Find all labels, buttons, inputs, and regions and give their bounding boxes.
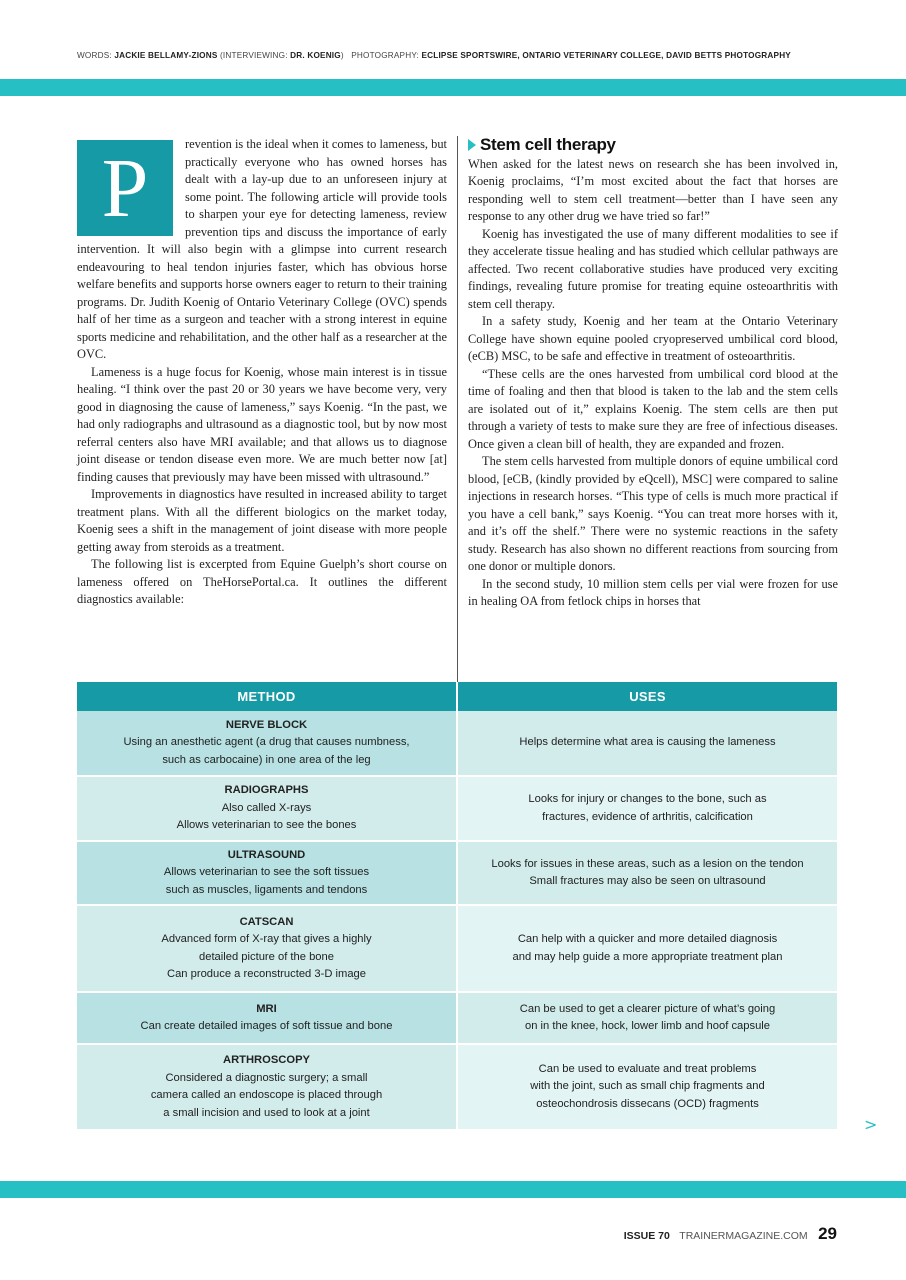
paragraph: The stem cells harvested from multiple donors of equine umbilical cord blood, [eCB, (kindly provided by eQcell), MSC] were compared to saline injections in research horses. “This type of cells is much more practical if you have a cell bank,” says Koenig. “You can treat more horses with it, and it’s off the shelf.” There were no systemic reactions in the safety study. Research has also shown no different reactions from sourcing from one donor or multiple donors. bbox=[468, 454, 838, 573]
issue-number: ISSUE 70 bbox=[623, 1230, 670, 1242]
column-divider bbox=[457, 136, 458, 682]
paragraph: “These cells are the ones harvested from umbilical cord blood at the time of foaling and then that blood is taken to the lab and the stem cells are isolated out of it,” explains Koenig. The stem cells are then put through a variety of tests to make sure they are free of infectious diseases. Once given a clean bill of health, they are expanded and frozen. bbox=[468, 366, 838, 451]
method-description: Considered a diagnostic surgery; a small bbox=[165, 1071, 368, 1084]
uses-description: Looks for injury or changes to the bone, such as bbox=[528, 793, 767, 805]
page-number: 29 bbox=[818, 1224, 837, 1243]
page-footer bbox=[624, 1224, 837, 1244]
method-description: Allows veterinarian to see the soft tissues bbox=[163, 866, 370, 879]
uses-column-header: USES bbox=[457, 682, 837, 711]
paragraph: In a safety study, Koenig and her team at the Ontario Veterinary College have shown equine pooled cryopreserved umbilical cord blood, (eCB) MSC, to be safe and effective in treatment of osteoarthritis. bbox=[468, 314, 838, 363]
method-description: detailed picture of the bone bbox=[199, 950, 334, 963]
diagnostics-table bbox=[77, 682, 837, 1131]
section-heading bbox=[468, 136, 838, 154]
uses-description: Looks for issues in these areas, such as a lesion on the tendon bbox=[491, 857, 804, 870]
method-cell bbox=[77, 711, 457, 776]
bottom-accent-band bbox=[0, 1181, 906, 1198]
table-row bbox=[77, 841, 837, 905]
uses-description: fractures, evidence of arthritis, calcification bbox=[542, 810, 753, 823]
method-name: MRI bbox=[256, 1002, 277, 1015]
method-description: camera called an endoscope is placed through bbox=[150, 1089, 383, 1101]
method-description: a small incision and used to look at a joint bbox=[163, 1106, 370, 1119]
method-description: Allows veterinarian to see the bones bbox=[176, 819, 357, 832]
method-description: Also called X-rays bbox=[221, 801, 312, 814]
uses-cell bbox=[457, 841, 837, 905]
paragraph: In the second study, 10 million stem cells per vial were frozen for use in healing OA from fetlock chips in horses that bbox=[468, 576, 838, 608]
paragraph: Lameness is a huge focus for Koenig, whose main interest is in tissue healing. “I think over the past 20 or 30 years we have become very, very good in diagnosing the cause of lameness,” says Koenig. “In the past, we had only radiographs and ultrasound as a diagnostic tool, but by now most referral centers also have MRI available; and that allows us to diagnose joint disease or tendon disease even more. We are much better now [at] finding causes that previously may have been missed with ultrasound.” bbox=[77, 364, 447, 484]
table-row bbox=[77, 776, 837, 841]
continue-arrow-icon: > bbox=[864, 1115, 878, 1134]
method-cell bbox=[77, 905, 457, 992]
table-row bbox=[77, 905, 837, 992]
method-name: RADIOGRAPHS bbox=[224, 784, 309, 797]
table-row bbox=[77, 711, 837, 776]
method-description: such as carbocaine) in one area of the leg bbox=[162, 753, 371, 766]
uses-description: Can help with a quicker and more detailed diagnosis bbox=[517, 933, 778, 945]
uses-description: on in the knee, hock, lower limb and hoof capsule bbox=[524, 1020, 771, 1032]
uses-cell bbox=[457, 1044, 837, 1130]
paragraph: revention is the ideal when it comes to lameness, but practically everyone who has owned horses has dealt with a lay-up due to an unforeseen injury at some point. The following article will provide tools to sharpen your eye for detecting lameness, review prevention tips and discuss the importance of early intervention. It will also begin with a glimpse into current research endeavouring to heal tendon injuries faster, which has obvious horse welfare benefits and supports horse owners eager to return to their training programs. Dr. Judith Koenig of Ontario Veterinary College (OVC) spends half of her time as a surgeon and teacher with a strong interest in equine sports medicine and rehabilitation, and the other half as a researcher at the OVC. bbox=[77, 137, 447, 361]
drop-cap: P bbox=[77, 140, 173, 236]
left-column bbox=[77, 136, 447, 609]
uses-description: Can be used to evaluate and treat problems bbox=[538, 1062, 757, 1075]
uses-cell bbox=[457, 711, 837, 776]
method-name: CATSCAN bbox=[239, 915, 294, 928]
table-row bbox=[77, 992, 837, 1044]
uses-cell bbox=[457, 905, 837, 992]
method-name: NERVE BLOCK bbox=[225, 718, 308, 731]
method-description: such as muscles, ligaments and tendons bbox=[165, 883, 368, 896]
section-title: Stem cell therapy bbox=[480, 135, 616, 154]
table-header-row bbox=[77, 682, 837, 711]
method-description: Can produce a reconstructed 3-D image bbox=[167, 968, 366, 980]
photo-credits: WORDS: JACKIE BELLAMY-ZIONS (INTERVIEWING: DR. KOENIG) PHOTOGRAPHY: ECLIPSE SPORTSWIRE, ONTARIO VETERINARY COLLEGE, DAVID BETTS PHOTOGRAPHY bbox=[77, 51, 791, 60]
method-cell bbox=[77, 1044, 457, 1130]
paragraph: When asked for the latest news on research she has been involved in, Koenig proclaims, “I’m most excited about the fact that horses are responding well to stem cell treatment—better than I have seen any response to any other drug we have tried so far!” bbox=[468, 156, 838, 223]
table-row bbox=[77, 1044, 837, 1130]
method-cell bbox=[77, 841, 457, 905]
triangle-bullet-icon bbox=[468, 139, 476, 151]
website: TRAINERMAGAZINE.COM bbox=[679, 1230, 808, 1242]
uses-cell bbox=[457, 992, 837, 1044]
method-cell bbox=[77, 992, 457, 1044]
uses-description: and may help guide a more appropriate treatment plan bbox=[512, 950, 783, 963]
paragraph: The following list is excerpted from Equine Guelph’s short course on lameness offered on TheHorsePortal.ca. It outlines the different diagnostics available: bbox=[77, 557, 447, 606]
method-description: Using an anesthetic agent (a drug that causes numbness, bbox=[123, 736, 410, 749]
method-description: Advanced form of X-ray that gives a highly bbox=[161, 933, 372, 945]
uses-description: Small fractures may also be seen on ultrasound bbox=[529, 875, 766, 887]
method-name: ARTHROSCOPY bbox=[222, 1054, 311, 1066]
uses-description: Helps determine what area is causing the lameness bbox=[519, 736, 776, 749]
method-description: Can create detailed images of soft tissue and bone bbox=[140, 1020, 393, 1032]
method-cell bbox=[77, 776, 457, 841]
uses-description: osteochondrosis dissecans (OCD) fragments bbox=[536, 1097, 759, 1110]
uses-cell bbox=[457, 776, 837, 841]
method-column-header: METHOD bbox=[77, 682, 457, 711]
paragraph: Koenig has investigated the use of many different modalities to see if they accelerate tissue healing and has studied which cellular pathways are affected. Two recent collaborative studies have produced very exciting findings, revealing future promise for treating equine osteoarthritis with stem cell therapy. bbox=[468, 226, 838, 311]
top-accent-band bbox=[0, 79, 906, 96]
uses-description: with the joint, such as small chip fragments and bbox=[530, 1080, 765, 1093]
uses-description: Can be used to get a clearer picture of what’s going bbox=[519, 1002, 776, 1015]
paragraph: Improvements in diagnostics have resulted in increased ability to target treatment plans. With all the different biologics on the market today, Koenig sees a shift in the management of joint disease with more people getting away from steroids as a treatment. bbox=[77, 487, 447, 554]
table-body bbox=[77, 711, 837, 1130]
method-name: ULTRASOUND bbox=[227, 848, 306, 861]
right-column bbox=[468, 136, 838, 611]
